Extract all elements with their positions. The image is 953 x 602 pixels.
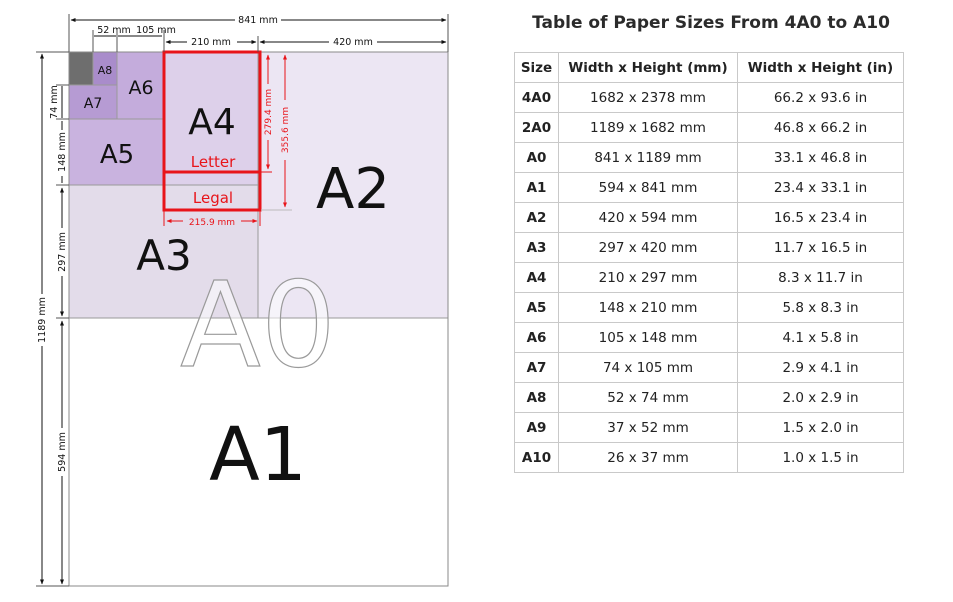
label-a7: A7 xyxy=(83,96,103,112)
cell-size: A8 xyxy=(515,383,559,413)
cell-mm: 297 x 420 mm xyxy=(559,233,738,263)
cell-mm: 841 x 1189 mm xyxy=(559,143,738,173)
sheet-a9 xyxy=(69,52,93,85)
header-in: Width x Height (in) xyxy=(738,53,904,83)
table-row xyxy=(515,353,904,383)
cell-size: A4 xyxy=(515,263,559,293)
table-row xyxy=(515,263,904,293)
cell-mm: 26 x 37 mm xyxy=(559,443,738,473)
table-row xyxy=(515,143,904,173)
dim-left-a5: 148 mm xyxy=(57,132,68,172)
table-row xyxy=(515,293,904,323)
cell-in: 1.0 x 1.5 in xyxy=(738,443,904,473)
cell-size: A9 xyxy=(515,413,559,443)
cell-mm: 74 x 105 mm xyxy=(559,353,738,383)
label-legal: Legal xyxy=(192,189,234,207)
label-a8: A8 xyxy=(97,64,113,77)
dim-top-total: 841 mm xyxy=(238,15,278,26)
cell-mm: 148 x 210 mm xyxy=(559,293,738,323)
cell-in: 8.3 x 11.7 in xyxy=(738,263,904,293)
dim-letter-width: 215.9 mm xyxy=(188,218,236,228)
dim-left-a3: 297 mm xyxy=(57,232,68,272)
cell-mm: 105 x 148 mm xyxy=(559,323,738,353)
cell-size: A0 xyxy=(515,143,559,173)
dim-left-total: 1189 mm xyxy=(37,297,48,343)
cell-in: 2.0 x 2.9 in xyxy=(738,383,904,413)
cell-size: A2 xyxy=(515,203,559,233)
table-row xyxy=(515,383,904,413)
paper-sizes-table xyxy=(514,52,904,473)
label-a0: A0 xyxy=(180,256,336,394)
cell-in: 16.5 x 23.4 in xyxy=(738,203,904,233)
dim-letter-height: 279.4 mm xyxy=(264,88,274,136)
header-mm: Width x Height (mm) xyxy=(559,53,738,83)
label-a1: A1 xyxy=(209,412,307,498)
dim-left-a1: 594 mm xyxy=(57,432,68,472)
label-a4: A4 xyxy=(188,102,236,143)
cell-mm: 1189 x 1682 mm xyxy=(559,113,738,143)
label-a5: A5 xyxy=(99,140,135,170)
cell-size: A7 xyxy=(515,353,559,383)
cell-size: A5 xyxy=(515,293,559,323)
cell-size: A3 xyxy=(515,233,559,263)
cell-size: 4A0 xyxy=(515,83,559,113)
cell-in: 66.2 x 93.6 in xyxy=(738,83,904,113)
table-row xyxy=(515,443,904,473)
table-header-row xyxy=(515,53,904,83)
table-title: Table of Paper Sizes From 4A0 to A10 xyxy=(532,13,890,33)
label-a3: A3 xyxy=(136,231,192,280)
cell-in: 2.9 x 4.1 in xyxy=(738,353,904,383)
table-row xyxy=(515,113,904,143)
cell-size: A6 xyxy=(515,323,559,353)
cell-mm: 594 x 841 mm xyxy=(559,173,738,203)
table-header xyxy=(515,53,904,83)
cell-in: 5.8 x 8.3 in xyxy=(738,293,904,323)
dim-top-a8: 52 mm xyxy=(97,25,131,36)
cell-size: 2A0 xyxy=(515,113,559,143)
table-row xyxy=(515,233,904,263)
cell-in: 4.1 x 5.8 in xyxy=(738,323,904,353)
cell-mm: 52 x 74 mm xyxy=(559,383,738,413)
label-a2: A2 xyxy=(316,157,390,222)
cell-in: 11.7 x 16.5 in xyxy=(738,233,904,263)
label-a6: A6 xyxy=(128,77,154,99)
table-row xyxy=(515,203,904,233)
dim-top-a6: 105 mm xyxy=(136,25,176,36)
cell-size: A10 xyxy=(515,443,559,473)
cell-in: 33.1 x 46.8 in xyxy=(738,143,904,173)
cell-mm: 1682 x 2378 mm xyxy=(559,83,738,113)
table-row xyxy=(515,173,904,203)
cell-size: A1 xyxy=(515,173,559,203)
dim-top-a4: 210 mm xyxy=(191,37,231,48)
table-row xyxy=(515,413,904,443)
cell-mm: 37 x 52 mm xyxy=(559,413,738,443)
dim-top-a2: 420 mm xyxy=(333,37,373,48)
dim-left-a7: 74 mm xyxy=(49,85,60,119)
header-size: Size xyxy=(515,53,559,83)
cell-in: 23.4 x 33.1 in xyxy=(738,173,904,203)
cell-mm: 420 x 594 mm xyxy=(559,203,738,233)
label-letter: Letter xyxy=(190,153,236,171)
table-body xyxy=(515,83,904,473)
dim-legal-height: 355.6 mm xyxy=(281,106,291,154)
cell-mm: 210 x 297 mm xyxy=(559,263,738,293)
table-row xyxy=(515,83,904,113)
cell-in: 1.5 x 2.0 in xyxy=(738,413,904,443)
table-row xyxy=(515,323,904,353)
cell-in: 46.8 x 66.2 in xyxy=(738,113,904,143)
